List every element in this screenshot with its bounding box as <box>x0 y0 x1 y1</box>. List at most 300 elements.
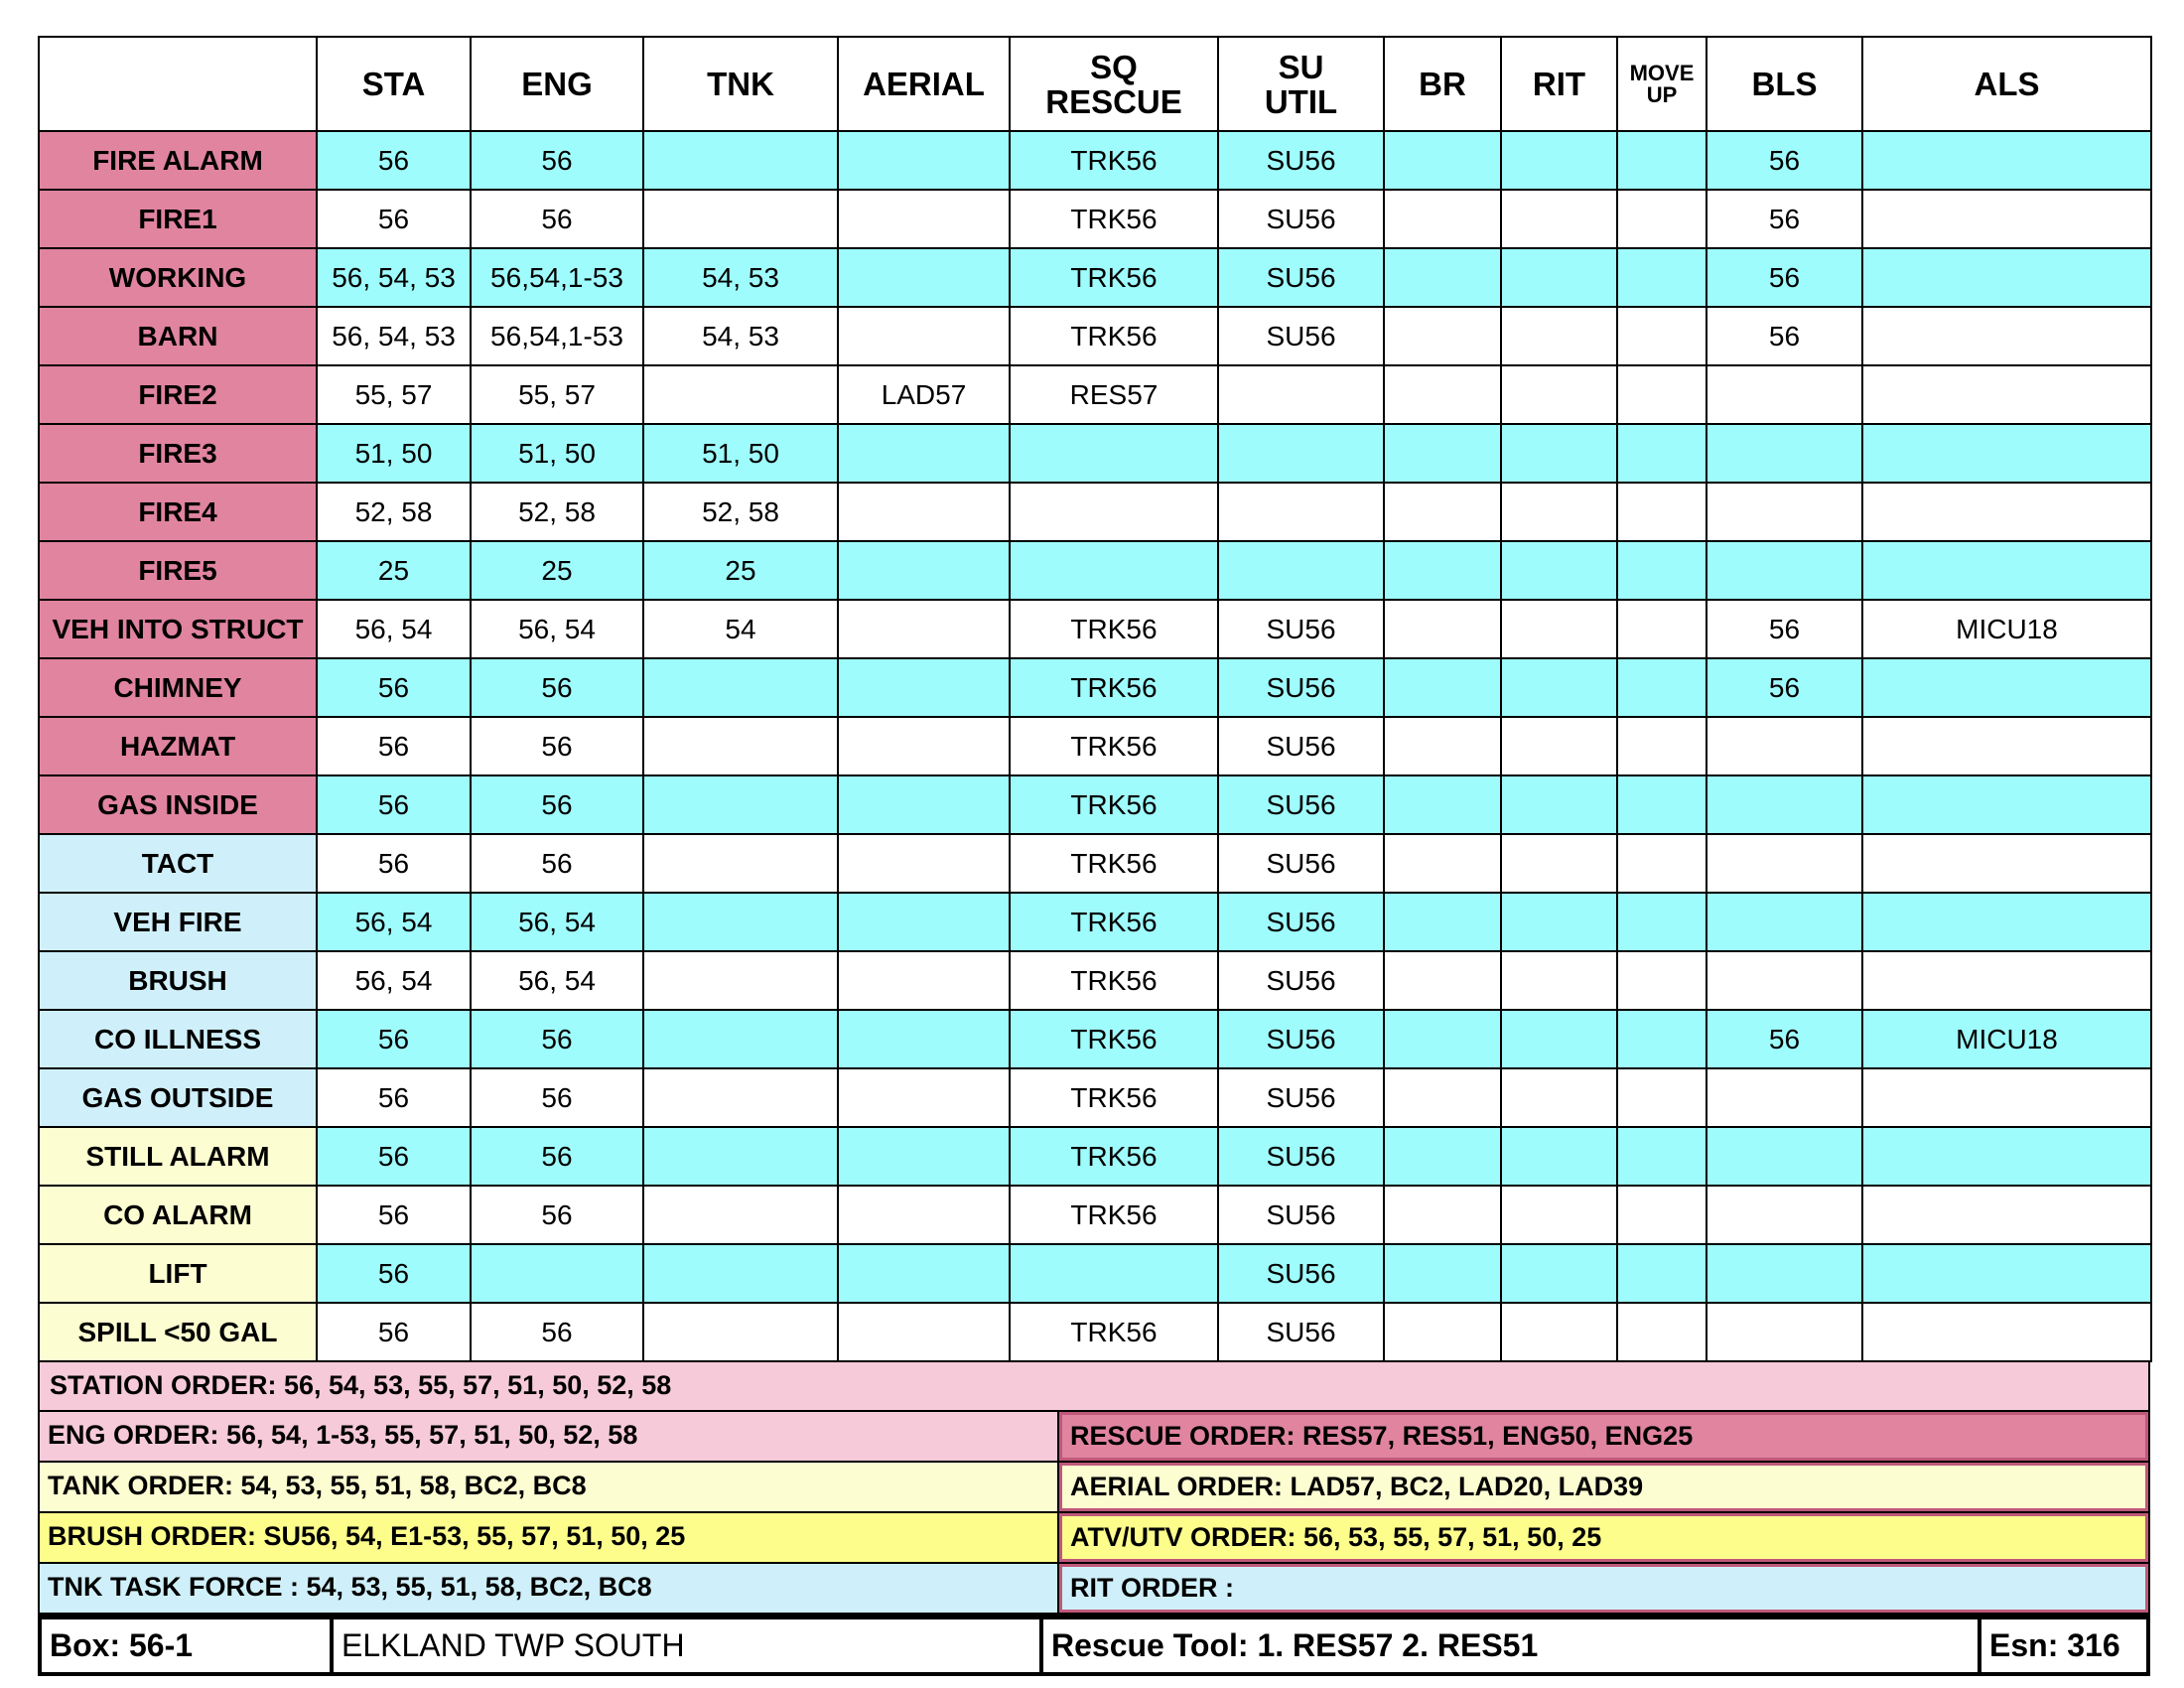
table-cell: TRK56 <box>1010 1186 1218 1244</box>
table-cell <box>1010 483 1218 541</box>
table-cell: 25 <box>317 541 471 600</box>
table-cell <box>1384 717 1501 775</box>
header-tnk: TNK <box>643 37 838 131</box>
table-cell <box>1010 1244 1218 1303</box>
order-row-tnk-rit <box>38 1564 2150 1615</box>
table-cell: 56 <box>1706 1010 1862 1068</box>
table-cell: 56 <box>471 1010 643 1068</box>
row-label: FIRE ALARM <box>39 131 317 190</box>
table-cell: 55, 57 <box>471 365 643 424</box>
table-cell: SU56 <box>1218 951 1384 1010</box>
table-cell: 56 <box>317 834 471 893</box>
header-rit: RIT <box>1501 37 1617 131</box>
table-cell <box>1617 658 1706 717</box>
table-cell <box>1384 1186 1501 1244</box>
table-cell <box>838 1068 1010 1127</box>
table-cell <box>1862 131 2151 190</box>
atv-utv-order: ATV/UTV ORDER: 56, 53, 55, 57, 51, 50, 25 <box>1059 1513 2148 1562</box>
table-cell <box>1617 893 1706 951</box>
table-cell <box>1617 1010 1706 1068</box>
order-row-tank-aerial <box>38 1463 2150 1513</box>
table-cell <box>471 1244 643 1303</box>
row-label: GAS OUTSIDE <box>39 1068 317 1127</box>
table-cell: TRK56 <box>1010 775 1218 834</box>
table-cell: 56 <box>317 717 471 775</box>
table-cell <box>1862 893 2151 951</box>
rescue-tool: Rescue Tool: 1. RES57 2. RES51 <box>1039 1619 1978 1672</box>
table-cell <box>1617 1127 1706 1186</box>
header-sq-rescue <box>1010 37 1218 131</box>
table-cell: TRK56 <box>1010 600 1218 658</box>
table-cell: 56, 54 <box>317 600 471 658</box>
table-cell: SU56 <box>1218 1127 1384 1186</box>
row-label: FIRE3 <box>39 424 317 483</box>
table-cell: RES57 <box>1010 365 1218 424</box>
table-cell: MICU18 <box>1862 1010 2151 1068</box>
table-cell <box>838 775 1010 834</box>
table-cell <box>838 248 1010 307</box>
table-cell: 56 <box>1706 131 1862 190</box>
table-cell: 56 <box>1706 658 1862 717</box>
table-cell <box>1617 600 1706 658</box>
table-row <box>39 1068 2151 1127</box>
dispatch-table <box>38 36 2152 1362</box>
table-cell: 54 <box>643 600 838 658</box>
table-cell <box>838 307 1010 365</box>
table-cell: 56, 54 <box>317 893 471 951</box>
table-row <box>39 190 2151 248</box>
row-label: FIRE1 <box>39 190 317 248</box>
table-cell <box>1617 248 1706 307</box>
table-cell <box>1501 1127 1617 1186</box>
table-cell <box>1706 775 1862 834</box>
table-row <box>39 483 2151 541</box>
table-cell <box>643 1244 838 1303</box>
row-label: FIRE2 <box>39 365 317 424</box>
row-label: BRUSH <box>39 951 317 1010</box>
table-cell: LAD57 <box>838 365 1010 424</box>
table-cell <box>1501 600 1617 658</box>
table-cell: SU56 <box>1218 600 1384 658</box>
footer-bar <box>38 1615 2150 1676</box>
table-cell <box>1706 717 1862 775</box>
table-cell: TRK56 <box>1010 131 1218 190</box>
table-cell: 54, 53 <box>643 248 838 307</box>
table-cell: SU56 <box>1218 717 1384 775</box>
table-cell: 25 <box>643 541 838 600</box>
table-cell <box>1384 307 1501 365</box>
table-cell <box>1384 1303 1501 1361</box>
table-cell <box>1384 541 1501 600</box>
table-cell <box>1706 365 1862 424</box>
table-cell: 56, 54 <box>471 600 643 658</box>
table-cell <box>1862 1068 2151 1127</box>
header-corner <box>39 37 317 131</box>
table-cell <box>1862 1127 2151 1186</box>
table-row <box>39 775 2151 834</box>
table-cell: TRK56 <box>1010 1303 1218 1361</box>
table-cell: 56 <box>317 1244 471 1303</box>
table-cell: 56 <box>471 717 643 775</box>
order-row-eng-rescue <box>38 1412 2150 1463</box>
table-cell: 56 <box>1706 600 1862 658</box>
table-cell <box>1501 131 1617 190</box>
table-cell: SU56 <box>1218 1244 1384 1303</box>
table-row <box>39 600 2151 658</box>
table-row <box>39 834 2151 893</box>
table-cell <box>1384 951 1501 1010</box>
table-cell: SU56 <box>1218 307 1384 365</box>
table-cell: SU56 <box>1218 834 1384 893</box>
table-cell <box>1617 307 1706 365</box>
table-cell: TRK56 <box>1010 658 1218 717</box>
table-cell <box>643 1127 838 1186</box>
table-cell <box>838 717 1010 775</box>
table-cell <box>1384 658 1501 717</box>
table-cell <box>1501 1303 1617 1361</box>
table-cell <box>838 600 1010 658</box>
table-cell: 56, 54 <box>317 951 471 1010</box>
table-cell <box>643 717 838 775</box>
row-label: VEH INTO STRUCT <box>39 600 317 658</box>
table-cell <box>838 893 1010 951</box>
header-br: BR <box>1384 37 1501 131</box>
header-bls: BLS <box>1706 37 1862 131</box>
table-cell <box>1862 483 2151 541</box>
order-row-brush-atv <box>38 1513 2150 1564</box>
table-row <box>39 131 2151 190</box>
table-cell <box>1384 190 1501 248</box>
table-row <box>39 893 2151 951</box>
table-cell: TRK56 <box>1010 248 1218 307</box>
station-order: STATION ORDER: 56, 54, 53, 55, 57, 51, 50, 52, 58 <box>38 1362 2150 1412</box>
header-row <box>39 37 2151 131</box>
table-row <box>39 1244 2151 1303</box>
table-cell <box>838 951 1010 1010</box>
table-cell: 56, 54 <box>471 893 643 951</box>
table-cell: TRK56 <box>1010 893 1218 951</box>
table-cell <box>838 658 1010 717</box>
box-number: Box: 56-1 <box>50 1627 194 1663</box>
table-cell <box>643 658 838 717</box>
table-cell <box>1706 893 1862 951</box>
table-cell <box>838 1303 1010 1361</box>
table-cell <box>1617 1303 1706 1361</box>
table-cell: TRK56 <box>1010 717 1218 775</box>
table-cell <box>1501 541 1617 600</box>
table-cell <box>1706 541 1862 600</box>
table-cell <box>643 834 838 893</box>
table-cell <box>1501 365 1617 424</box>
table-cell: 56 <box>317 1303 471 1361</box>
row-label: FIRE4 <box>39 483 317 541</box>
run-card-sheet <box>38 36 2150 1676</box>
table-cell: 56 <box>317 1186 471 1244</box>
row-label: SPILL <50 GAL <box>39 1303 317 1361</box>
table-cell <box>643 951 838 1010</box>
table-cell <box>1501 717 1617 775</box>
table-cell: 52, 58 <box>643 483 838 541</box>
table-cell: 51, 50 <box>643 424 838 483</box>
table-cell <box>1706 1186 1862 1244</box>
row-label: WORKING <box>39 248 317 307</box>
table-cell: 56 <box>317 190 471 248</box>
table-cell: 52, 58 <box>471 483 643 541</box>
table-cell: TRK56 <box>1010 951 1218 1010</box>
table-cell <box>1706 1068 1862 1127</box>
table-row <box>39 541 2151 600</box>
table-cell: 56, 54, 53 <box>317 307 471 365</box>
table-cell: TRK56 <box>1010 190 1218 248</box>
brush-order: BRUSH ORDER: SU56, 54, E1-53, 55, 57, 51, 50, 25 <box>40 1513 1059 1562</box>
table-cell: 56 <box>471 131 643 190</box>
table-row <box>39 365 2151 424</box>
header-sq-rescue-label: SQ RESCUE <box>1045 48 1182 120</box>
table-cell <box>1501 1244 1617 1303</box>
table-cell <box>1010 541 1218 600</box>
row-label: VEH FIRE <box>39 893 317 951</box>
row-label: GAS INSIDE <box>39 775 317 834</box>
table-cell <box>1384 834 1501 893</box>
table-cell <box>1706 1303 1862 1361</box>
table-cell <box>838 190 1010 248</box>
table-cell <box>1617 1068 1706 1127</box>
table-row <box>39 951 2151 1010</box>
table-cell <box>1384 1068 1501 1127</box>
table-cell <box>1862 541 2151 600</box>
table-cell <box>838 834 1010 893</box>
table-row <box>39 307 2151 365</box>
table-cell: 51, 50 <box>471 424 643 483</box>
table-cell: 56 <box>317 131 471 190</box>
table-cell <box>643 893 838 951</box>
table-cell <box>1862 717 2151 775</box>
table-cell: 56 <box>317 775 471 834</box>
table-cell <box>1862 365 2151 424</box>
table-cell <box>1862 190 2151 248</box>
table-cell: 56 <box>1706 190 1862 248</box>
table-cell <box>1384 365 1501 424</box>
table-cell: 56 <box>471 834 643 893</box>
table-cell <box>1218 483 1384 541</box>
table-cell <box>1384 131 1501 190</box>
table-cell <box>1617 483 1706 541</box>
table-cell <box>1862 248 2151 307</box>
table-cell <box>1501 775 1617 834</box>
row-label: TACT <box>39 834 317 893</box>
table-cell: 56 <box>471 1186 643 1244</box>
table-row <box>39 1010 2151 1068</box>
table-cell: 56, 54 <box>471 951 643 1010</box>
table-cell: 56 <box>317 1068 471 1127</box>
table-cell <box>1501 307 1617 365</box>
table-cell <box>643 1068 838 1127</box>
table-cell <box>1706 951 1862 1010</box>
table-cell <box>1501 483 1617 541</box>
row-label: CO ILLNESS <box>39 1010 317 1068</box>
table-cell <box>838 131 1010 190</box>
table-cell <box>1617 190 1706 248</box>
table-cell <box>838 1127 1010 1186</box>
table-cell <box>1218 365 1384 424</box>
table-cell <box>1862 658 2151 717</box>
table-cell <box>1384 893 1501 951</box>
header-eng: ENG <box>471 37 643 131</box>
row-label: LIFT <box>39 1244 317 1303</box>
table-cell <box>1862 1244 2151 1303</box>
table-cell: 56 <box>471 1303 643 1361</box>
table-cell <box>1218 424 1384 483</box>
table-cell: SU56 <box>1218 190 1384 248</box>
table-cell: 56 <box>317 658 471 717</box>
table-cell: SU56 <box>1218 131 1384 190</box>
table-cell <box>1617 131 1706 190</box>
table-cell: 51, 50 <box>317 424 471 483</box>
table-row <box>39 248 2151 307</box>
table-row <box>39 1303 2151 1361</box>
table-cell <box>1862 1186 2151 1244</box>
table-cell <box>1862 775 2151 834</box>
table-cell: SU56 <box>1218 1068 1384 1127</box>
table-cell: SU56 <box>1218 1186 1384 1244</box>
table-cell: 25 <box>471 541 643 600</box>
table-cell <box>1501 834 1617 893</box>
table-cell <box>838 1244 1010 1303</box>
table-row <box>39 717 2151 775</box>
table-cell <box>1862 424 2151 483</box>
table-cell: 56, 54, 53 <box>317 248 471 307</box>
table-cell <box>643 365 838 424</box>
table-row <box>39 1186 2151 1244</box>
table-cell <box>1384 483 1501 541</box>
table-cell <box>1384 775 1501 834</box>
table-cell: SU56 <box>1218 1010 1384 1068</box>
table-cell <box>1384 1010 1501 1068</box>
table-cell: 55, 57 <box>317 365 471 424</box>
rit-order: RIT ORDER : <box>1059 1564 2148 1613</box>
table-cell <box>838 483 1010 541</box>
table-cell: TRK56 <box>1010 1127 1218 1186</box>
table-cell: 56 <box>1706 248 1862 307</box>
table-cell: 54, 53 <box>643 307 838 365</box>
table-cell <box>1501 1010 1617 1068</box>
header-sta: STA <box>317 37 471 131</box>
table-cell: SU56 <box>1218 1303 1384 1361</box>
eng-order: ENG ORDER: 56, 54, 1-53, 55, 57, 51, 50, 52, 58 <box>40 1412 1059 1461</box>
table-cell <box>1706 834 1862 893</box>
table-cell <box>643 775 838 834</box>
header-aerial: AERIAL <box>838 37 1010 131</box>
table-cell <box>1706 483 1862 541</box>
table-cell <box>1501 1068 1617 1127</box>
header-als: ALS <box>1862 37 2151 131</box>
table-cell <box>1501 190 1617 248</box>
table-cell <box>1617 365 1706 424</box>
table-cell <box>1218 541 1384 600</box>
tnk-task-force: TNK TASK FORCE : 54, 53, 55, 51, 58, BC2, BC8 <box>40 1564 1059 1613</box>
table-cell <box>1384 600 1501 658</box>
aerial-order: AERIAL ORDER: LAD57, BC2, LAD20, LAD39 <box>1059 1463 2148 1511</box>
table-cell: 56 <box>471 1127 643 1186</box>
table-cell: SU56 <box>1218 658 1384 717</box>
header-move-up-label: MOVE UP <box>1629 60 1695 107</box>
table-cell <box>1501 424 1617 483</box>
table-cell <box>1617 775 1706 834</box>
table-cell: TRK56 <box>1010 1068 1218 1127</box>
table-cell: 52, 58 <box>317 483 471 541</box>
table-cell: TRK56 <box>1010 834 1218 893</box>
table-cell <box>643 1303 838 1361</box>
table-row <box>39 1127 2151 1186</box>
table-row <box>39 424 2151 483</box>
table-cell <box>1617 1244 1706 1303</box>
table-cell <box>1617 1186 1706 1244</box>
row-label: STILL ALARM <box>39 1127 317 1186</box>
table-cell <box>1706 424 1862 483</box>
row-label: CO ALARM <box>39 1186 317 1244</box>
table-cell <box>1862 834 2151 893</box>
row-label: BARN <box>39 307 317 365</box>
table-cell: 56,54,1-53 <box>471 248 643 307</box>
table-cell <box>1501 1186 1617 1244</box>
table-cell <box>1862 307 2151 365</box>
table-cell <box>643 1010 838 1068</box>
esn-number: Esn: 316 <box>1978 1619 2146 1672</box>
table-cell <box>1384 424 1501 483</box>
table-cell <box>838 424 1010 483</box>
header-su-util <box>1218 37 1384 131</box>
table-cell <box>1706 1127 1862 1186</box>
table-cell: 56 <box>317 1127 471 1186</box>
table-cell <box>1384 248 1501 307</box>
table-cell: MICU18 <box>1862 600 2151 658</box>
row-label: HAZMAT <box>39 717 317 775</box>
table-cell: SU56 <box>1218 893 1384 951</box>
table-cell <box>838 541 1010 600</box>
table-cell: TRK56 <box>1010 1010 1218 1068</box>
header-su-util-label: SU UTIL <box>1264 48 1338 120</box>
table-cell: 56 <box>317 1010 471 1068</box>
table-row <box>39 658 2151 717</box>
table-cell: 56 <box>471 190 643 248</box>
table-cell <box>1617 717 1706 775</box>
table-cell: 56 <box>471 775 643 834</box>
table-cell: SU56 <box>1218 248 1384 307</box>
row-label: FIRE5 <box>39 541 317 600</box>
table-cell <box>643 131 838 190</box>
table-cell <box>643 190 838 248</box>
table-cell <box>838 1186 1010 1244</box>
table-cell <box>1384 1127 1501 1186</box>
table-cell <box>1384 1244 1501 1303</box>
table-cell <box>1862 1303 2151 1361</box>
tank-order: TANK ORDER: 54, 53, 55, 51, 58, BC2, BC8 <box>40 1463 1059 1511</box>
table-cell <box>1617 424 1706 483</box>
table-cell <box>1501 248 1617 307</box>
table-cell <box>1010 424 1218 483</box>
table-cell <box>1617 951 1706 1010</box>
table-cell <box>1501 658 1617 717</box>
table-cell <box>838 1010 1010 1068</box>
table-body <box>39 131 2151 1361</box>
table-cell: 56 <box>471 1068 643 1127</box>
area-name: ELKLAND TWP SOUTH <box>330 1619 1039 1672</box>
table-cell: 56 <box>1706 307 1862 365</box>
table-cell <box>1862 951 2151 1010</box>
header-move-up <box>1617 37 1706 131</box>
table-cell <box>1617 834 1706 893</box>
table-cell: 56 <box>471 658 643 717</box>
